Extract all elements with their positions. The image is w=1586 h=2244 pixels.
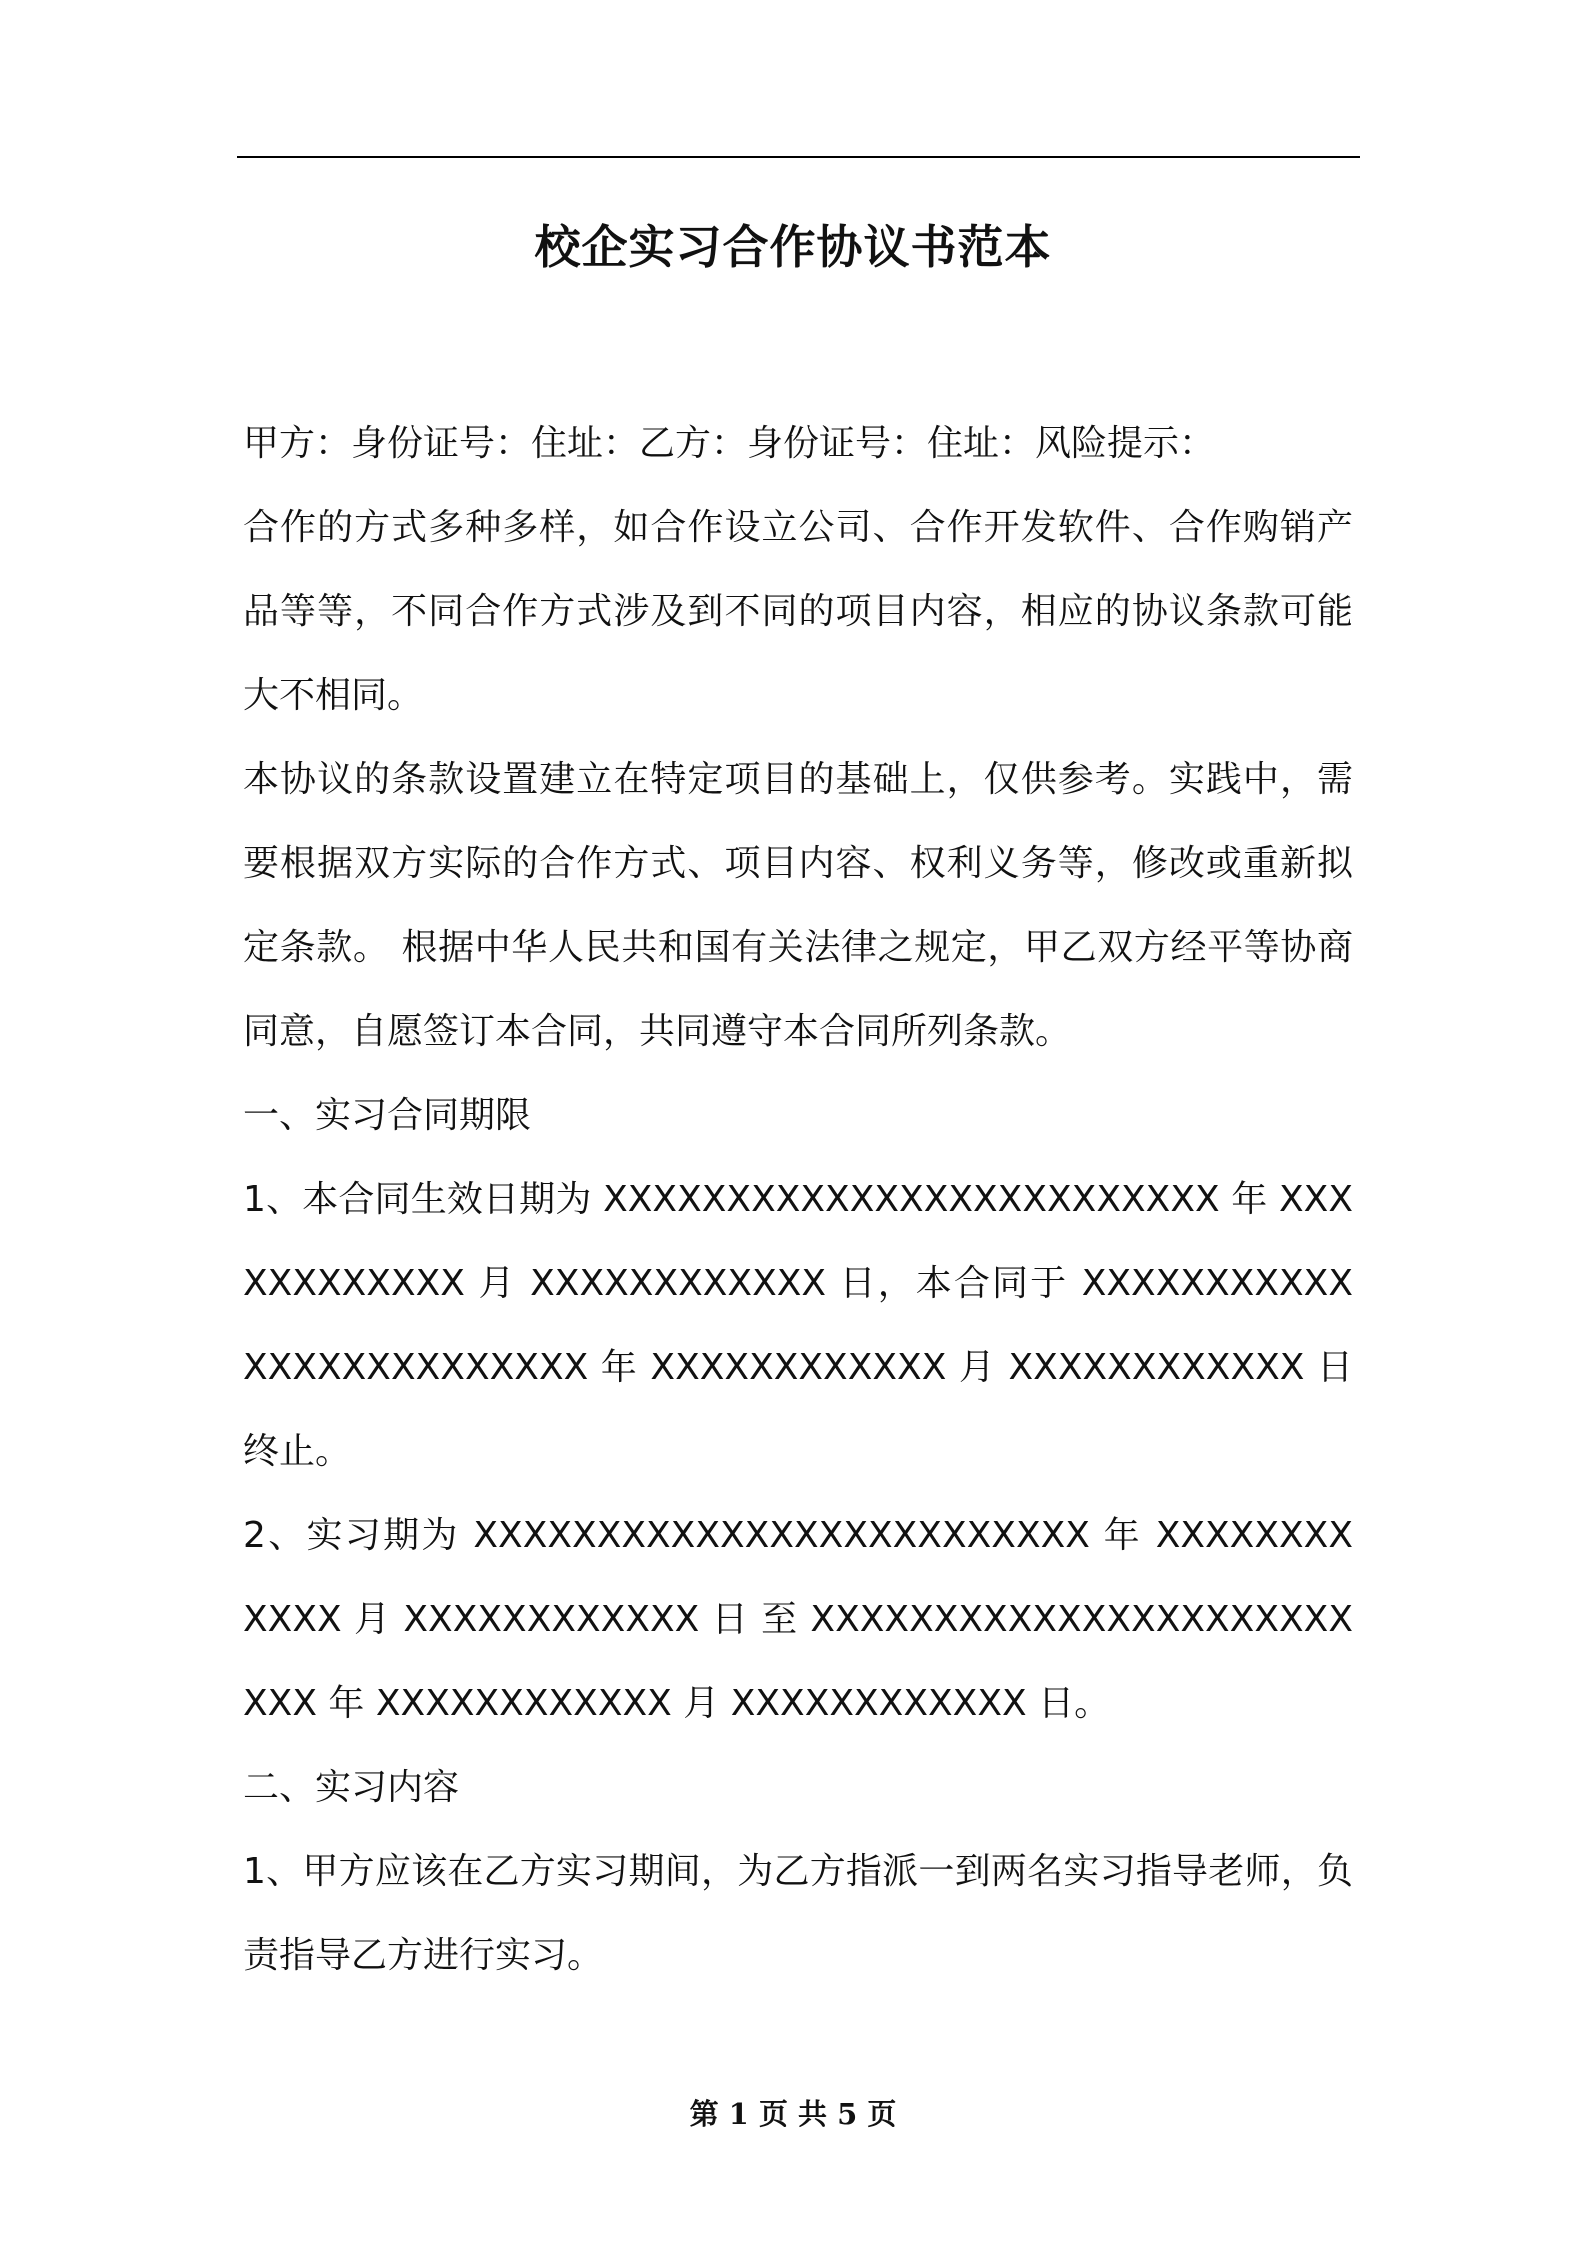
- risk-note-paragraph: 合作的方式多种多样，如合作设立公司、合作开发软件、合作购销产品等等，不同合作方式涉及到不同的项目内容，相应的协议条款可能大不相同。: [243, 507, 1353, 716]
- document-title: 校企实习合作协议书范本: [534, 220, 1052, 274]
- document-body: [243, 402, 1353, 1998]
- page-footer: 第 1 页 共 5 页: [689, 2097, 897, 2131]
- clause-mentor: 1、甲方应该在乙方实习期间，为乙方指派一到两名实习指导老师，负责指导乙方进行实习。: [243, 1851, 1353, 1976]
- section-heading-content: 二、实习内容: [243, 1767, 460, 1808]
- reference-note-paragraph: 本协议的条款设置建立在特定项目的基础上，仅供参考。实践中，需要根据双方实际的合作方式、项目内容、权利义务等，修改或重新拟定条款。 根据中华人民共和国有关法律之规定，甲乙双方经平等协商同意，自愿签订本合同，共同遵守本合同所列条款。: [243, 759, 1353, 1052]
- section-heading-term: 一、实习合同期限: [243, 1095, 532, 1136]
- parties-line: 甲方：身份证号：住址：乙方：身份证号：住址：风险提示：: [243, 423, 1216, 464]
- header-rule: [237, 156, 1360, 158]
- clause-internship-period: 2、实习期为 XXXXXXXXXXXXXXXXXXXXXXXXX 年 XXXXXXXXXXXX 月 XXXXXXXXXXXX 日 至 XXXXXXXXXXXXXXXXXXXXXXXXX 年 XXXXXXXXXXXX 月 XXXXXXXXXXXX 日。: [243, 1515, 1353, 1724]
- clause-effective-date: 1、本合同生效日期为 XXXXXXXXXXXXXXXXXXXXXXXXX 年 XXXXXXXXXXXX 月 XXXXXXXXXXXX 日，本合同于 XXXXXXXXXXXXXXXXXXXXXXXXX 年 XXXXXXXXXXXX 月 XXXXXXXXXXXX 日终止。: [243, 1179, 1353, 1472]
